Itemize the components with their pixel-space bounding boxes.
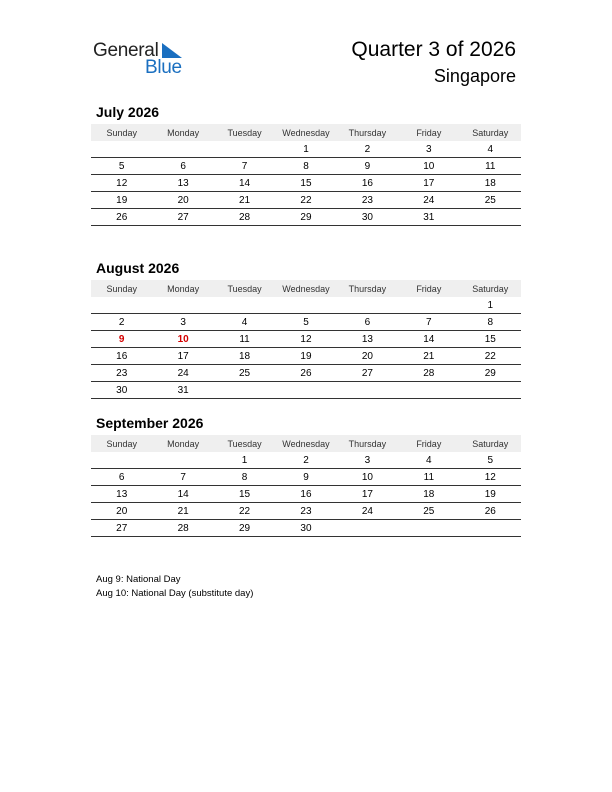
day-cell: [275, 382, 336, 399]
day-cell: 30: [91, 382, 152, 399]
day-cell: 1: [214, 452, 275, 469]
day-cell: 20: [91, 503, 152, 520]
day-cell: [460, 382, 521, 399]
day-cell: 30: [275, 520, 336, 537]
day-cell: 10: [337, 469, 398, 486]
day-cell: 25: [460, 192, 521, 209]
weekday-header: Saturday: [460, 124, 521, 141]
day-cell: 13: [337, 331, 398, 348]
day-cell: 24: [152, 365, 213, 382]
day-cell: 28: [152, 520, 213, 537]
day-cell: 17: [398, 175, 459, 192]
weekday-header: Thursday: [337, 124, 398, 141]
day-cell: 15: [214, 486, 275, 503]
weekday-header: Thursday: [337, 435, 398, 452]
week-row: [91, 331, 521, 348]
day-cell: 25: [214, 365, 275, 382]
day-cell: 7: [214, 158, 275, 175]
calendar-table: [91, 124, 521, 226]
week-row: [91, 314, 521, 331]
day-cell: 27: [91, 520, 152, 537]
day-cell: 8: [460, 314, 521, 331]
day-cell: 19: [460, 486, 521, 503]
weekday-header: Monday: [152, 435, 213, 452]
country-name: Singapore: [433, 66, 516, 86]
day-cell: 3: [398, 141, 459, 158]
weekday-header: Friday: [398, 435, 459, 452]
day-cell: [214, 297, 275, 314]
weekday-header: Friday: [398, 280, 459, 297]
day-cell: 11: [460, 158, 521, 175]
day-cell: 11: [398, 469, 459, 486]
day-cell: [91, 452, 152, 469]
day-cell: 17: [337, 486, 398, 503]
day-cell: [398, 297, 459, 314]
day-cell: 21: [214, 192, 275, 209]
day-cell: 11: [214, 331, 275, 348]
day-cell: 15: [275, 175, 336, 192]
month-title: September 2026: [96, 415, 204, 431]
month-title: August 2026: [96, 260, 180, 276]
day-cell: 14: [398, 331, 459, 348]
day-cell: [275, 297, 336, 314]
day-cell: 9: [91, 331, 152, 348]
day-cell: 2: [275, 452, 336, 469]
day-cell: 16: [275, 486, 336, 503]
weekday-header: Saturday: [460, 280, 521, 297]
day-cell: 20: [152, 192, 213, 209]
week-row: [91, 297, 521, 314]
day-cell: 24: [398, 192, 459, 209]
day-cell: 8: [275, 158, 336, 175]
week-row: [91, 158, 521, 175]
day-cell: 25: [398, 503, 459, 520]
weekday-header: Tuesday: [214, 280, 275, 297]
weekday-header: Tuesday: [214, 435, 275, 452]
weekday-header: Friday: [398, 124, 459, 141]
day-cell: 22: [214, 503, 275, 520]
day-cell: 1: [460, 297, 521, 314]
day-cell: [337, 382, 398, 399]
day-cell: 4: [398, 452, 459, 469]
weekday-header: Monday: [152, 280, 213, 297]
weekday-header: Monday: [152, 124, 213, 141]
day-cell: 22: [460, 348, 521, 365]
day-cell: 7: [152, 469, 213, 486]
day-cell: 23: [275, 503, 336, 520]
day-cell: 27: [152, 209, 213, 226]
week-row: [91, 382, 521, 399]
day-cell: 13: [91, 486, 152, 503]
day-cell: [91, 297, 152, 314]
day-cell: 26: [91, 209, 152, 226]
day-cell: 18: [214, 348, 275, 365]
weekday-header: Sunday: [91, 280, 152, 297]
day-cell: 6: [337, 314, 398, 331]
day-cell: 5: [460, 452, 521, 469]
day-cell: 15: [460, 331, 521, 348]
day-cell: 29: [275, 209, 336, 226]
day-cell: 29: [460, 365, 521, 382]
calendar-table: [91, 435, 521, 537]
week-row: [91, 192, 521, 209]
day-cell: [152, 297, 213, 314]
holiday-note: Aug 9: National Day: [96, 574, 181, 585]
logo-triangle-icon: [162, 43, 182, 58]
day-cell: 26: [275, 365, 336, 382]
week-row: [91, 141, 521, 158]
weekday-header: Wednesday: [275, 435, 336, 452]
brand-logo: [93, 40, 193, 80]
day-cell: [337, 297, 398, 314]
day-cell: 26: [460, 503, 521, 520]
day-cell: 29: [214, 520, 275, 537]
brand-name-blue: Blue: [145, 57, 182, 78]
day-cell: 12: [460, 469, 521, 486]
day-cell: 16: [337, 175, 398, 192]
day-cell: 14: [152, 486, 213, 503]
day-cell: 5: [275, 314, 336, 331]
month-title: July 2026: [96, 104, 160, 120]
weekday-header: Sunday: [91, 124, 152, 141]
week-row: [91, 209, 521, 226]
day-cell: 24: [337, 503, 398, 520]
day-cell: 5: [91, 158, 152, 175]
month-september: [91, 415, 521, 537]
day-cell: 4: [460, 141, 521, 158]
day-cell: 28: [398, 365, 459, 382]
month-august: [91, 260, 521, 399]
day-cell: 28: [214, 209, 275, 226]
week-row: [91, 175, 521, 192]
weekday-header: Wednesday: [275, 124, 336, 141]
day-cell: [460, 209, 521, 226]
day-cell: 9: [275, 469, 336, 486]
weekday-header: Wednesday: [275, 280, 336, 297]
day-cell: 23: [337, 192, 398, 209]
day-cell: 21: [152, 503, 213, 520]
week-row: [91, 520, 521, 537]
day-cell: 21: [398, 348, 459, 365]
day-cell: 8: [214, 469, 275, 486]
day-cell: 23: [91, 365, 152, 382]
week-row: [91, 348, 521, 365]
calendar-table: [91, 280, 521, 399]
day-cell: 6: [91, 469, 152, 486]
day-cell: 12: [91, 175, 152, 192]
brand-name-general: General: [93, 40, 159, 61]
day-cell: 19: [91, 192, 152, 209]
week-row: [91, 503, 521, 520]
day-cell: 17: [152, 348, 213, 365]
day-cell: 30: [337, 209, 398, 226]
page-title: Quarter 3 of 2026: [351, 38, 516, 61]
day-cell: 7: [398, 314, 459, 331]
day-cell: 18: [460, 175, 521, 192]
day-cell: 14: [214, 175, 275, 192]
month-july: [91, 104, 521, 226]
weekday-header: Tuesday: [214, 124, 275, 141]
weekday-header: Saturday: [460, 435, 521, 452]
week-row: [91, 365, 521, 382]
day-cell: 10: [398, 158, 459, 175]
day-cell: [398, 520, 459, 537]
day-cell: 3: [337, 452, 398, 469]
weekday-header: Sunday: [91, 435, 152, 452]
holiday-notes: [96, 573, 253, 601]
day-cell: [91, 141, 152, 158]
day-cell: 6: [152, 158, 213, 175]
day-cell: [214, 382, 275, 399]
day-cell: 12: [275, 331, 336, 348]
day-cell: 31: [398, 209, 459, 226]
week-row: [91, 469, 521, 486]
holiday-note: Aug 10: National Day (substitute day): [96, 588, 254, 599]
day-cell: 2: [337, 141, 398, 158]
day-cell: [152, 141, 213, 158]
day-cell: 2: [91, 314, 152, 331]
day-cell: 20: [337, 348, 398, 365]
day-cell: 9: [337, 158, 398, 175]
day-cell: 31: [152, 382, 213, 399]
day-cell: [152, 452, 213, 469]
day-cell: 19: [275, 348, 336, 365]
week-row: [91, 452, 521, 469]
day-cell: [337, 520, 398, 537]
day-cell: 1: [275, 141, 336, 158]
day-cell: [214, 141, 275, 158]
day-cell: [460, 520, 521, 537]
day-cell: 13: [152, 175, 213, 192]
day-cell: 22: [275, 192, 336, 209]
day-cell: 4: [214, 314, 275, 331]
day-cell: 18: [398, 486, 459, 503]
day-cell: 27: [337, 365, 398, 382]
day-cell: [398, 382, 459, 399]
weekday-header: Thursday: [337, 280, 398, 297]
day-cell: 10: [152, 331, 213, 348]
day-cell: 16: [91, 348, 152, 365]
day-cell: 3: [152, 314, 213, 331]
week-row: [91, 486, 521, 503]
